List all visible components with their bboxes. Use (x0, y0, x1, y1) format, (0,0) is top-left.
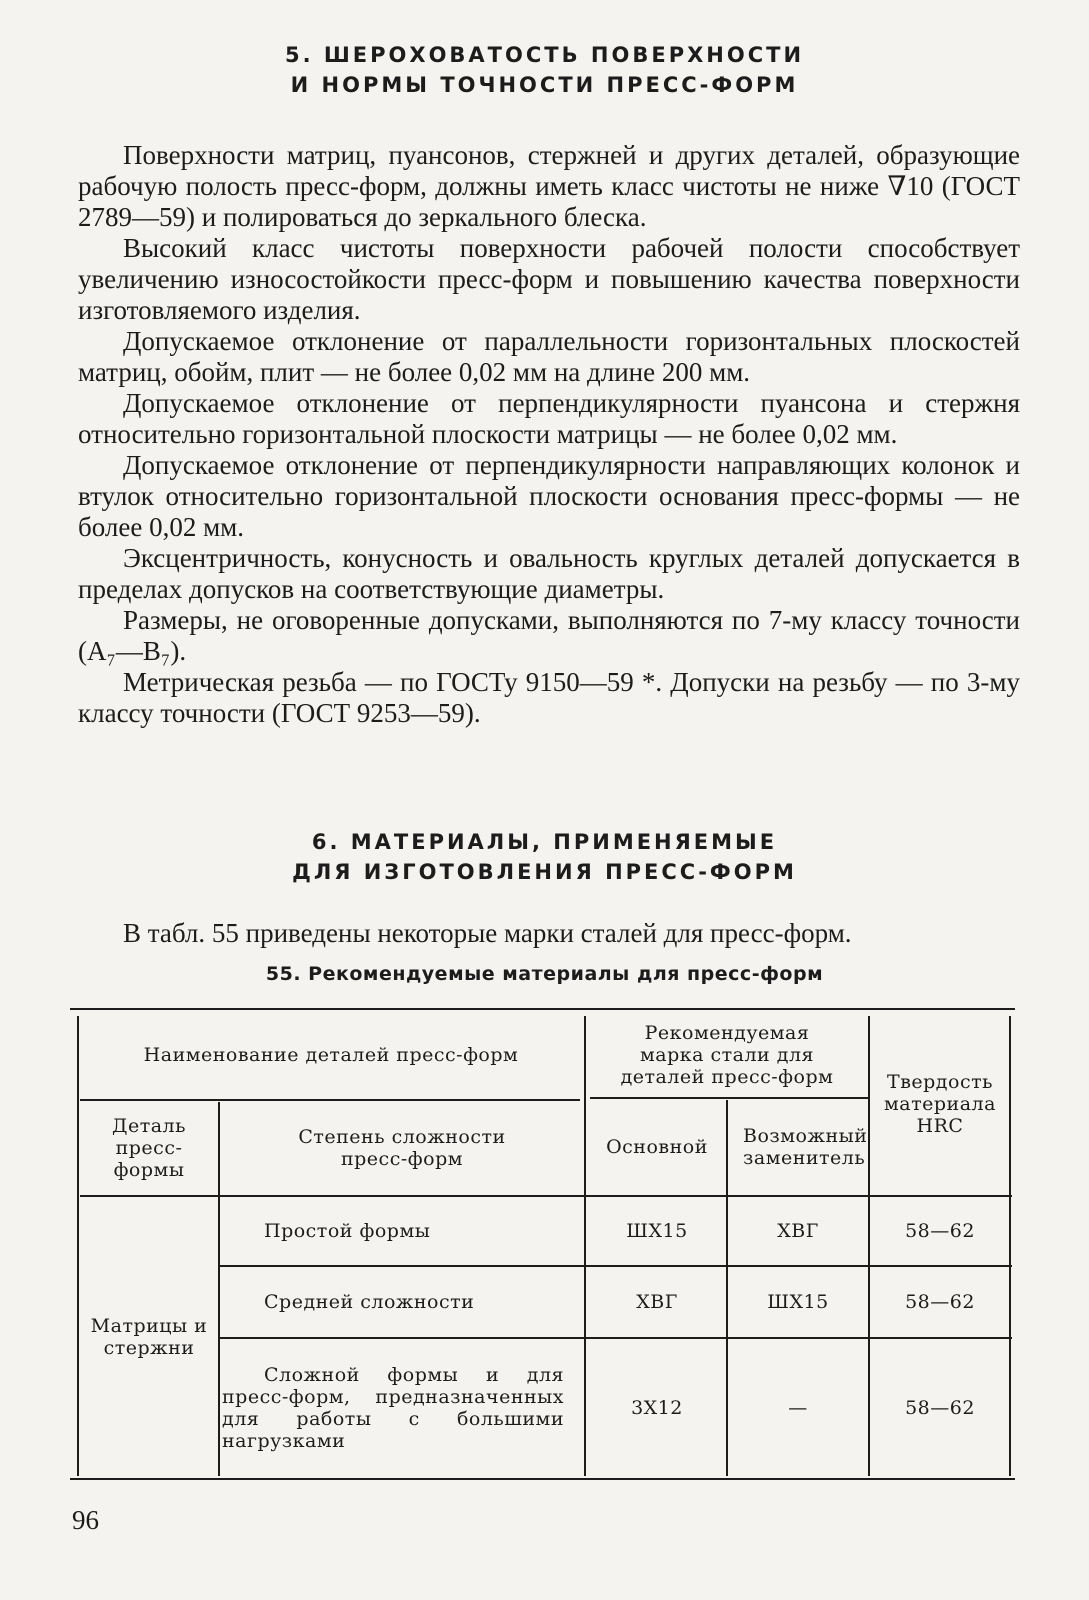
section-6-heading (0, 827, 1089, 887)
table-row-1-substitute: ХВГ (777, 1220, 819, 1242)
table-row-2-complexity: Средней сложности (264, 1291, 475, 1313)
table-row-2-hardness: 58—62 (905, 1291, 975, 1313)
header-part: Деталь пресс-формы (112, 1115, 186, 1181)
paragraph: Эксцентричность, конусность и овальность круглых деталей допускается в пределах допусков на соответствующие диаметры. (78, 543, 1020, 604)
paragraph: Размеры, не оговоренные допусками, выполняются по 7-му классу точности (A₇—B₇). (78, 605, 1020, 666)
table-row-3-primary: 3Х12 (631, 1397, 683, 1419)
table-row-1-primary: ШХ15 (626, 1220, 688, 1242)
section-5-body (78, 140, 1020, 729)
table-row-3-substitute: — (788, 1397, 808, 1419)
table-row-1-hardness: 58—62 (905, 1220, 975, 1242)
table-row-3-complexity: Сложной формы и для пресс-форм, предназначенных для работы с большими нагрузками (222, 1364, 564, 1452)
section-6-title-line1: 6. МАТЕРИАЛЫ, ПРИМЕНЯЕМЫЕ (311, 830, 778, 854)
section-6-intro: В табл. 55 приведены некоторые марки сталей для пресс-форм. (123, 918, 852, 948)
table-caption: 55. Рекомендуемые материалы для пресс-форм (265, 963, 824, 985)
paragraph: Допускаемое отклонение от перпендикулярности направляющих колонок и втулок относительно горизонтальной плоскости основания пресс-формы — не более 0,02 мм. (78, 450, 1020, 542)
section-6-title-line2: ДЛЯ ИЗГОТОВЛЕНИЯ ПРЕСС-ФОРМ (292, 860, 797, 884)
table-row-1-complexity: Простой формы (264, 1220, 431, 1242)
section-5-title-line2: И НОРМЫ ТОЧНОСТИ ПРЕСС-ФОРМ (290, 73, 799, 97)
table-row-2-primary: ХВГ (636, 1291, 678, 1313)
page-number: 96 (72, 1505, 99, 1535)
header-steel-group: Рекомендуемая марка стали для деталей пресс-форм (620, 1022, 834, 1088)
table-row-3-hardness: 58—62 (905, 1397, 975, 1419)
section-5-heading (0, 40, 1089, 100)
paragraph: Высокий класс чистоты поверхности рабочей полости способствует увеличению износостойкости пресс-форм и повышению качества поверхности изготовляемого изделия. (78, 233, 1020, 325)
paragraph: Допускаемое отклонение от перпендикулярности пуансона и стержня относительно горизонтальной плоскости матрицы — не более 0,02 мм. (78, 388, 1020, 449)
paragraph: Допускаемое отклонение от параллельности горизонтальных плоскостей матриц, обойм, плит — не более 0,02 мм на длине 200 мм. (78, 326, 1020, 387)
header-part-name-group: Наименование деталей пресс-форм (143, 1044, 519, 1066)
section-5-title-line1: 5. ШЕРОХОВАТОСТЬ ПОВЕРХНОСТИ (284, 43, 805, 67)
paragraph: Метрическая резьба — по ГОСТу 9150—59 *. Допуски на резьбу — по 3-му классу точности (ГОСТ 9253—59). (78, 667, 1020, 728)
header-hardness: Твердость материала HRC (884, 1071, 996, 1137)
part-label-cell: Матрицы и стержни (90, 1315, 208, 1359)
header-primary: Основной (606, 1136, 708, 1158)
header-complexity: Степень сложности пресс-форм (298, 1126, 506, 1170)
paragraph: Поверхности матриц, пуансонов, стержней и других деталей, образующие рабочую полость пресс-форм, должны иметь класс чистоты не ниже ∇10 (ГОСТ 2789—59) и полироваться до зеркального блеска. (78, 140, 1020, 232)
header-substitute: Возможный заменитель (743, 1125, 868, 1169)
table-row-2-substitute: ШХ15 (767, 1291, 829, 1313)
